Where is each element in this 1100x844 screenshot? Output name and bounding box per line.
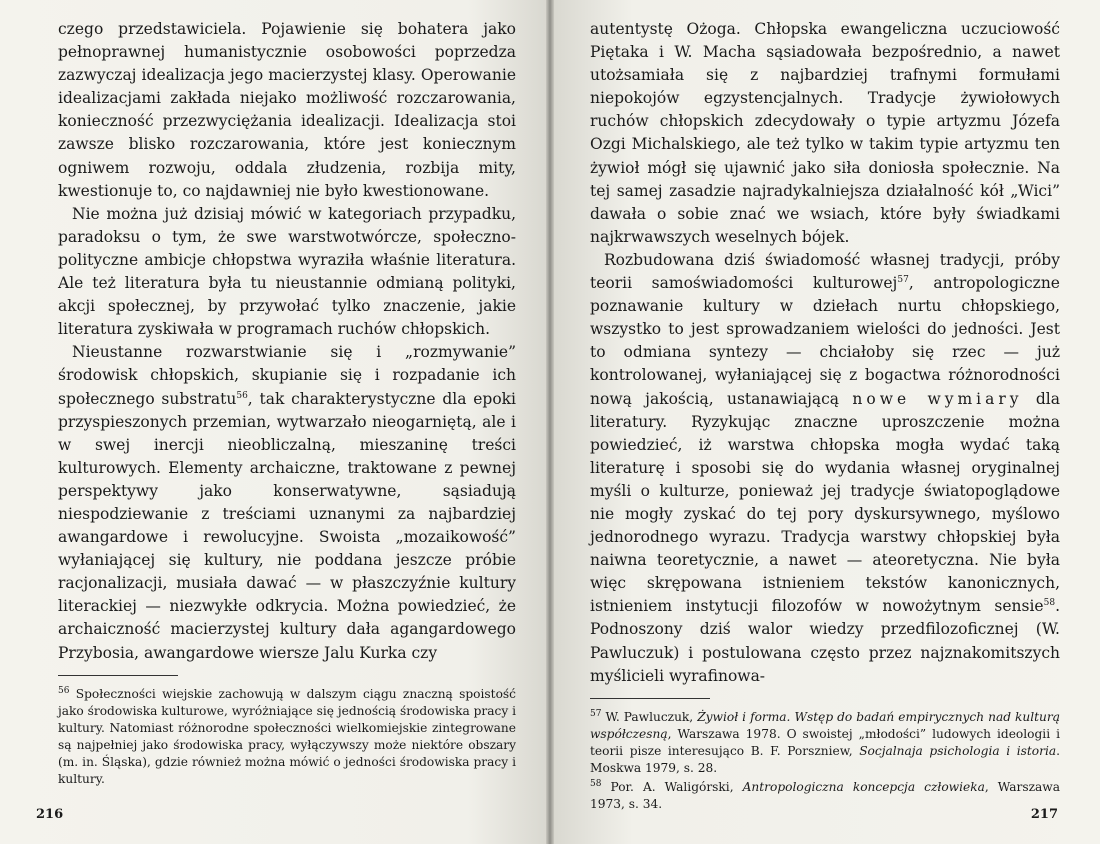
page-number-right: 217 [1030,807,1058,822]
right-paragraph-1: autentystę Ożoga. Chłopska ewangeliczna uczuciowość Piętaka i W. Macha sąsiadowała bezpośrednio, a nawet utożsamiała się z najbardziej trafnymi formułami niepokojów egzystencjalnych. Tradycje żywiołowych ruchów chłopskich zdecydowały o typie artyzmu Józefa Ozgi Michalskiego, ale też tylko w takim typie artyzmu ten żywioł mógł się ujawnić jako siła doniosła społecznie. Na tej samej zasadzie najradykalniejsza działalność kół „Wici” dawała o sobie znać we wsiach, które były świadkami najkrwawszych weselnych bójek. [590,20,1060,246]
footnote-57-title-1: Żywioł i forma. Wstęp do badań empirycznych nad kulturą współczesną [590,709,1060,741]
right-paragraph-2 [590,249,1060,688]
footnote-ref-56[interactable]: 56 [236,390,248,401]
left-paragraph-1: czego przedstawiciela. Pojawienie się bohatera jako pełnoprawnej humanistycznie osobowości poprzedza zazwyczaj idealizacja jego macierzystej klasy. Operowanie idealizacjami zakłada niejako możliwość rozczarowania, konieczność przezwyciężania idealizacji. Idealizacja stoi zawsze blisko rozczarowania, które jest koniecznym ogniwem rozwoju, oddala złudzenia, rozbija mity, kwestionuje to, co najdawniej nie było kwestionowane. [58,20,516,200]
right-body-text [590,18,1060,688]
footnote-58-a: Por. A. Waligórski, [601,779,743,794]
left-body-text [58,18,516,665]
footnote-57-title-2: Socjalnaja psichologia i istoria [859,743,1057,758]
right-footnotes [590,709,1060,813]
right-paragraph-2-a: Rozbudowana dziś świadomość własnej tradycji, próby teorii samoświadomości kulturowej [590,250,1060,293]
footnote-58 [590,779,1060,813]
left-paragraph-2: Nie można już dzisiaj mówić w kategoriach przypadku, paradoksu o tym, że swe warstwotwórcze, społeczno-polityczne ambicje chłopstwa wyraziła właśnie literatura. Ale też literatura była tu nieustannie odmianą polityki, akcji społecznej, by przywołać tylko znaczenie, jakie literatura zyskiwała w programach ruchów chłopskich. [58,204,516,339]
footnote-57-number: 57 [590,708,602,719]
left-paragraph-3 [58,341,516,664]
footnote-56 [58,686,516,788]
footnote-56-text: Społeczności wiejskie zachowują w dalszym ciągu znaczną spoistość jako środowiska kulturowe, wyróżniające się jednością środowiska pracy i kultury. Natomiast różnorodne społeczności wielkomiejskie zintegrowane są najpełniej jako środowiska pracy, wyłączywszy może niektóre obszary (m. in. Śląska), gdzie również można mówić o jedności środowiska pracy i kultury. [58,686,516,786]
spaced-emphasis: nowe wymiary [852,389,1023,408]
left-paragraph-3-start: Nieustanne rozwarstwianie się i „rozmywanie” środowisk chłopskich, skupianie się i rozpadanie ich społecznego substratu [58,343,516,408]
footnote-57-a: W. Pawluczuk, [601,709,698,724]
footnote-ref-58[interactable]: 58 [1043,598,1056,609]
left-paragraph-3-end: , tak charakterystyczne dla epoki przyspieszonych przemian, wytwarzało nieogarniętą, ale i w swej inercji nieobliczalną, mieszaninę treści kulturowych. Elementy archaiczne, traktowane z pewnej perspektywy jako konserwatywne, sąsiadują niespodziewanie z treściami uznanymi za najbardziej awangardowe i rewolucyjne. Swoista „mozaikowość” wyłaniającej się kultury, nie poddana jeszcze próbie racjonalizacji, musiała dawać — w płaszczyźnie kultury literackiej — niezwykłe odkrycia. Można powiedzieć, że archaiczność macierzystej kultury dała agangardowego Przybosia, awangardowe wiersze Jalu Kurka czy [58,389,516,662]
footnote-58-title: Antropologiczna koncepcja człowieka [742,779,985,794]
footnote-rule-left [58,675,178,676]
footnote-rule-right [590,698,710,699]
book-gutter [546,0,554,844]
right-paragraph-2-c: dla literatury. Ryzykując znaczne uproszczenie można powiedzieć, iż warstwa chłopska mogła wydać taką literaturę i sposobi się do wydania własnej oryginalnej myśli o kulturze, ponieważ jej tradycje światopoglądowe nie mogły zyskać do tej pory dyskursywnego, myślowo jednorodnego wyrazu. Tradycja warstwy chłopskiej była naiwna teoretycznie, a nawet — ateoretyczna. Nie była więc skrępowana istnieniem tekstów kanonicznych, istnieniem instytucji filozofów w nowożytnym sensie [590,389,1060,616]
left-footnotes [58,686,516,788]
footnote-58-number: 58 [590,778,602,789]
footnote-ref-57[interactable]: 57 [897,274,909,285]
right-paragraph-2-d: . Podnoszony dziś walor wiedzy przedfilozoficznej (W. Pawluczuk) i postulowana często przez najznakomitszych myślicieli wyrafinowa- [590,597,1060,685]
right-paragraph-2-b: , antropologiczne poznawanie kultury w dziełach nurtu chłopskiego, wszystko to jest sprowadzaniem wielości do jedności. Jest to odmiana syntezy — chciałoby się rzec — już kontrolowanej, wyłaniającej się z bogactwa różnorodności nową jakością, ustanawiającą [590,274,1060,408]
footnote-57-b: , Warszawa 1978. O swoistej „młodości” ludowych ideologii i teorii pisze interesująco B. F. Porszniew, [590,726,1060,758]
page-number-left: 216 [36,807,64,822]
footnote-57 [590,709,1060,777]
footnote-56-number: 56 [58,685,70,696]
right-page [550,0,1100,844]
footnote-57-c: . Moskwa 1979, s. 28. [590,743,1060,775]
footnote-58-b: , Warszawa 1973, s. 34. [590,779,1060,811]
